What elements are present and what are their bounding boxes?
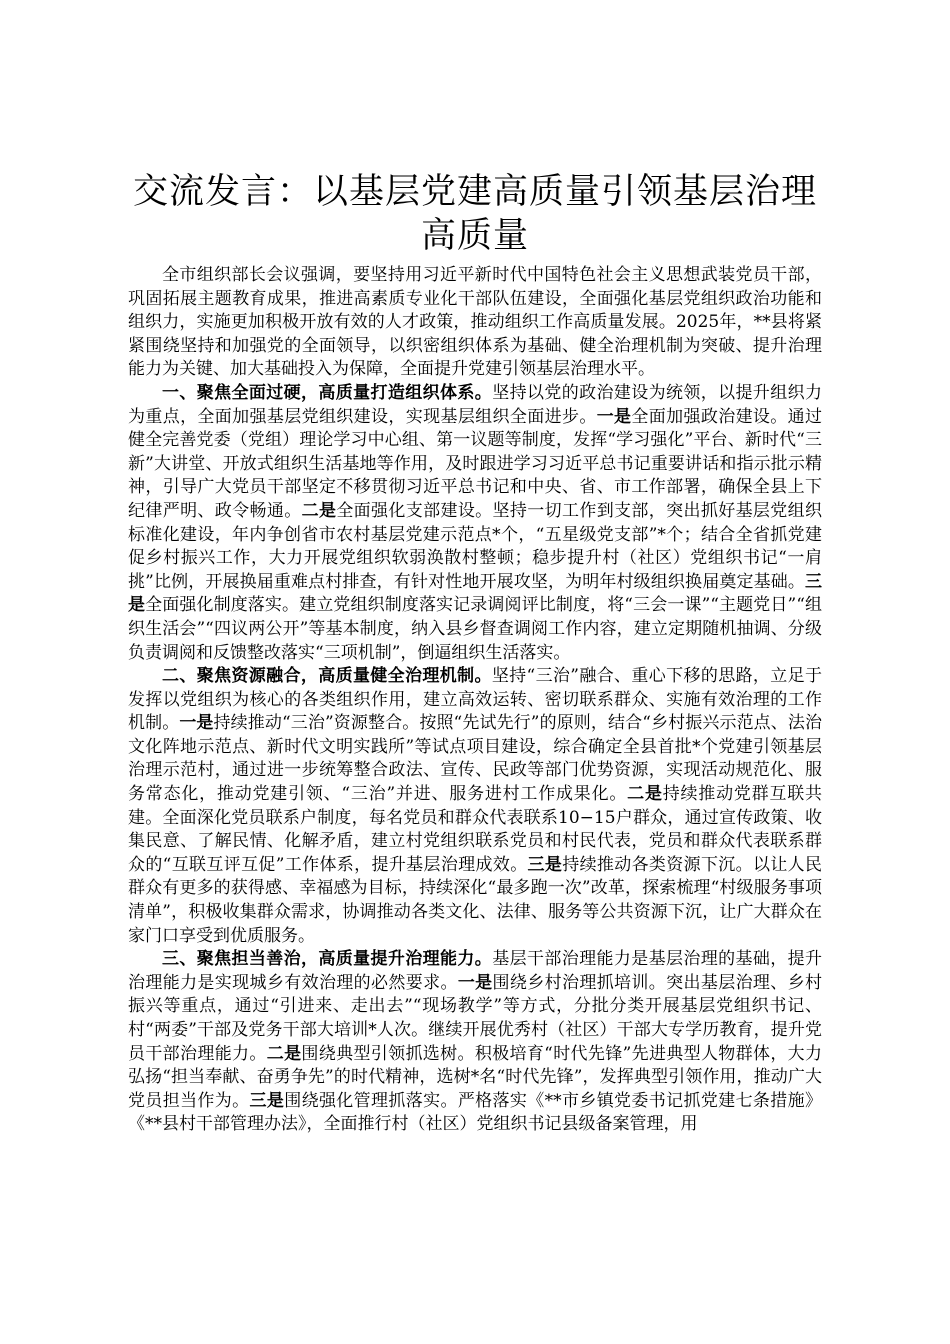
section-2-paragraph xyxy=(128,665,822,948)
section-1-point-1-text: 全面加强政治建设。通过健全完善党委（党组）理论学习中心组、第一议题等制度，发挥“学习强化”平台、新时代“三新”大讲堂、开放式组织生活基地等作用，及时跟进学习习近平总书记重要讲话和指示批示精神，引导广大党员干部坚定不移贯彻习近平总书记和中央、省、市工作部署，确保全县上下纪律严明、政令畅通。 xyxy=(128,406,823,521)
section-1-text: 坚持以党的政治建设为统领，以提升组织力为重点，全面加强基层党组织建设，实现基层组织全面进步。 xyxy=(128,382,823,427)
section-3-text: 基层干部治理能力是基层治理的基础，提升治理能力是实现城乡有效治理的必然要求。 xyxy=(128,949,823,993)
section-2-heading: 二、聚焦资源融合，高质量健全治理机制。 xyxy=(162,666,492,687)
section-2-text: 坚持“三治”融合、重心下移的思路，立足于发挥以党组织为核心的各类组织作用，建立高效运转、密切联系群众、实施有效治理的工作机制。 xyxy=(128,666,822,734)
section-1-paragraph xyxy=(128,382,822,665)
document-title: 交流发言：以基层党建高质量引领基层治理高质量 xyxy=(132,172,817,256)
document-body xyxy=(128,170,822,1137)
section-3-point-1-marker: 一是 xyxy=(457,972,493,993)
intro-paragraph: 全市组织部长会议强调，要坚持用习近平新时代中国特色社会主义思想武装党员干部，巩固拓展主题教育成果，推进高素质专业化干部队伍建设，全面强化基层党组织政治功能和组织力，实施更加积极开放有效的人才政策，推动组织工作高质量发展。2025年，**县将紧紧围绕坚持和加强党的全面领导，以织密组织体系为基础、健全治理机制为突破、提升治理能力为关键、加大基础投入为保障，全面提升党建引领基层治理水平。 xyxy=(128,265,822,380)
section-3-point-3-marker: 三是 xyxy=(249,1090,285,1111)
section-1-heading: 一、聚焦全面过硬，高质量打造组织体系。 xyxy=(162,382,493,403)
section-3-paragraph xyxy=(128,948,822,1137)
section-3-point-3-text: 围绕强化管理抓落实。严格落实《**市乡镇党委书记抓党建七条措施》《**县村干部管理办法》，全面推行村（社区）党组织书记县级备案管理，用 xyxy=(128,1090,823,1135)
section-1-point-3-text: 全面强化制度落实。建立党组织制度落实记录调阅评比制度，将“三会一课”“主题党日”“组织生活会”“四议两公开”等基本制度，纳入县乡督查调阅工作内容，建立定期随机抽调、分级负责调阅和反馈整改落实“三项机制”，倒逼组织生活落实。 xyxy=(128,595,823,663)
section-2-point-1-text: 持续推动“三治”资源整合。按照“先试先行”的原则，结合“乡村振兴示范点、法治文化阵地示范点、新时代文明实践所”等试点项目建设，综合确定全县首批*个党建引领基层治理示范村，通过进一步统筹整合政法、宣传、民政等部门优势资源，实现活动规范化、服务常态化，推动党建引领、“三治”并进、服务进村工作成果化。 xyxy=(128,713,823,805)
section-3-point-2-text: 围绕典型引领抓选树。积极培育“时代先锋”先进典型人物群体，大力弘扬“担当奉献、奋勇争先”的时代精神，选树*名“时代先锋”，发挥典型引领作用，推动广大党员担当作为。 xyxy=(128,1043,823,1111)
section-3-point-1-text: 围绕乡村治理抓培训。突出基层治理、乡村振兴等重点，通过“引进来、走出去”“现场教学”等方式，分批分类开展基层党组织书记、村“两委”干部及党务干部大培训*人次。继续开展优秀村（社区）干部大专学历教育，提升党员干部治理能力。 xyxy=(128,972,823,1064)
section-1-point-2-marker: 二是 xyxy=(301,500,337,521)
section-2-point-3-marker: 三是 xyxy=(527,854,563,875)
section-1-point-2-text: 全面强化支部建设。坚持一切工作到支部，突出抓好基层党组织标准化建设，年内争创省市农村基层党建示范点*个，“五星级党支部”*个；结合全省抓党建促乡村振兴工作，大力开展党组织软弱涣散村整顿；稳步提升村（社区）党组织书记“一肩挑”比例，开展换届重难点村排查，有针对性地开展攻坚，为明年村级组织换届奠定基础。 xyxy=(128,500,823,592)
section-2-point-2-marker: 二是 xyxy=(627,784,663,805)
section-3-heading: 三、聚焦担当善治，高质量提升治理能力。 xyxy=(162,949,493,970)
section-1-point-3-marker: 三是 xyxy=(128,571,822,616)
section-2-point-1-marker: 一是 xyxy=(179,713,214,734)
section-2-point-3-text: 持续推动各类资源下沉。以让人民群众有更多的获得感、幸福感为目标，持续深化“最多跑一次”改革，探索梳理“村级服务事项清单”，积极收集群众需求，协调推动各类文化、法律、服务等公共资源下沉，让广大群众在家门口享受到优质服务。 xyxy=(128,854,822,946)
section-3-point-2-marker: 二是 xyxy=(266,1043,302,1064)
section-2-point-2-text: 持续推动党群互联共建。全面深化党员联系户制度，每名党员和群众代表联系10−15户群众，通过宣传政策、收集民意、了解民情、化解矛盾，建立村党组织联系党员和村民代表，党员和群众代表联系群众的“互联互评互促”工作体系，提升基层治理成效。 xyxy=(128,784,823,875)
section-1-point-1-marker: 一是 xyxy=(596,406,632,427)
